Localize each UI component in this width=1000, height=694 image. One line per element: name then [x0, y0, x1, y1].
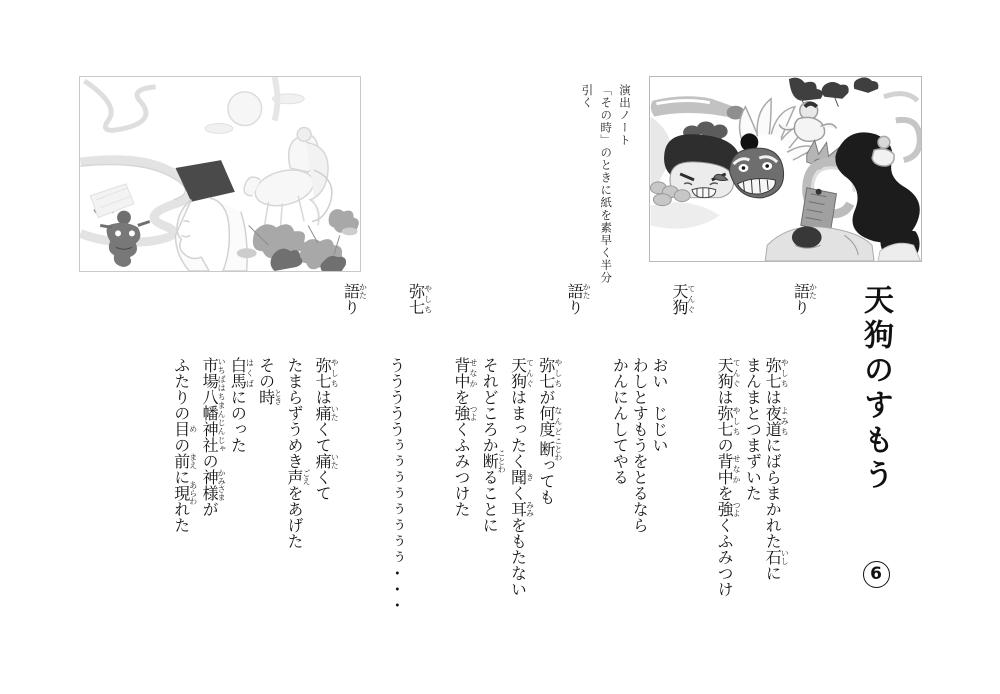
script-line: かんにんしてやる: [610, 357, 630, 485]
speaker-label: 天狗てんぐ: [669, 283, 696, 315]
deity-on-white-horse-illustration: [79, 76, 361, 272]
speech-block: [452, 283, 590, 628]
script-line: 白馬はくばにのった: [228, 357, 255, 453]
speech-block: [172, 283, 367, 628]
production-note-title: 演出ノート: [618, 84, 632, 147]
script-line: 市場八幡神社いちばはちまんじんじゃの神様かみさまが: [200, 357, 227, 517]
production-note: [577, 84, 634, 284]
speaker-label: 弥七やしち: [406, 283, 433, 315]
production-note-line: 「その時」のときに紙を素早く半分: [599, 84, 614, 284]
speech-block: [387, 283, 432, 628]
script-area: [169, 283, 820, 628]
script-line: 弥七やしちが何度なんど断ことわっても: [536, 357, 563, 505]
deity-illustration-art: [80, 77, 360, 271]
script-line: 背中せなかを強つよくふみつけた: [451, 357, 478, 517]
speaker-label: 語かたり: [565, 283, 592, 315]
production-note-line: 引く: [580, 84, 595, 109]
title-column: [853, 284, 897, 664]
speech-block: [715, 283, 817, 628]
script-line: わしとすもうをとるなら: [630, 357, 650, 533]
page-title: 天狗のすもう: [858, 284, 893, 494]
script-line: たまらずうめき声ごえをあげた: [284, 357, 311, 549]
script-line: 弥七やしちは夜道よみちにばらまかれた石いしに: [763, 357, 790, 581]
script-line: 天狗てんぐはまったく聞きく耳みみをもたない: [508, 357, 535, 597]
script-line: まんまとつまずいた: [743, 357, 763, 501]
tengu-stomping-illustration: [649, 76, 922, 262]
episode-number-badge: 6: [863, 561, 890, 588]
script-line: それどころか断ことわることに: [480, 357, 507, 533]
speech-block: [611, 283, 696, 628]
script-line: うううううぅぅぅぅぅぅぅぅ・・・: [386, 357, 406, 613]
tengu-illustration-art: [650, 77, 921, 261]
script-line: その時とき: [256, 357, 283, 405]
script-line: 弥七やしちは痛いたくて痛いたくて: [313, 357, 340, 501]
script-line: 天狗てんぐは弥七やしちの背中せなかを強つよくふみつけ: [715, 357, 742, 597]
speaker-label: 語かたり: [341, 283, 368, 315]
script-line: おい じじい: [650, 357, 670, 453]
speaker-label: 語かたり: [791, 283, 818, 315]
script-line: ふたりの目めの前まえに現あらわれた: [171, 357, 198, 533]
